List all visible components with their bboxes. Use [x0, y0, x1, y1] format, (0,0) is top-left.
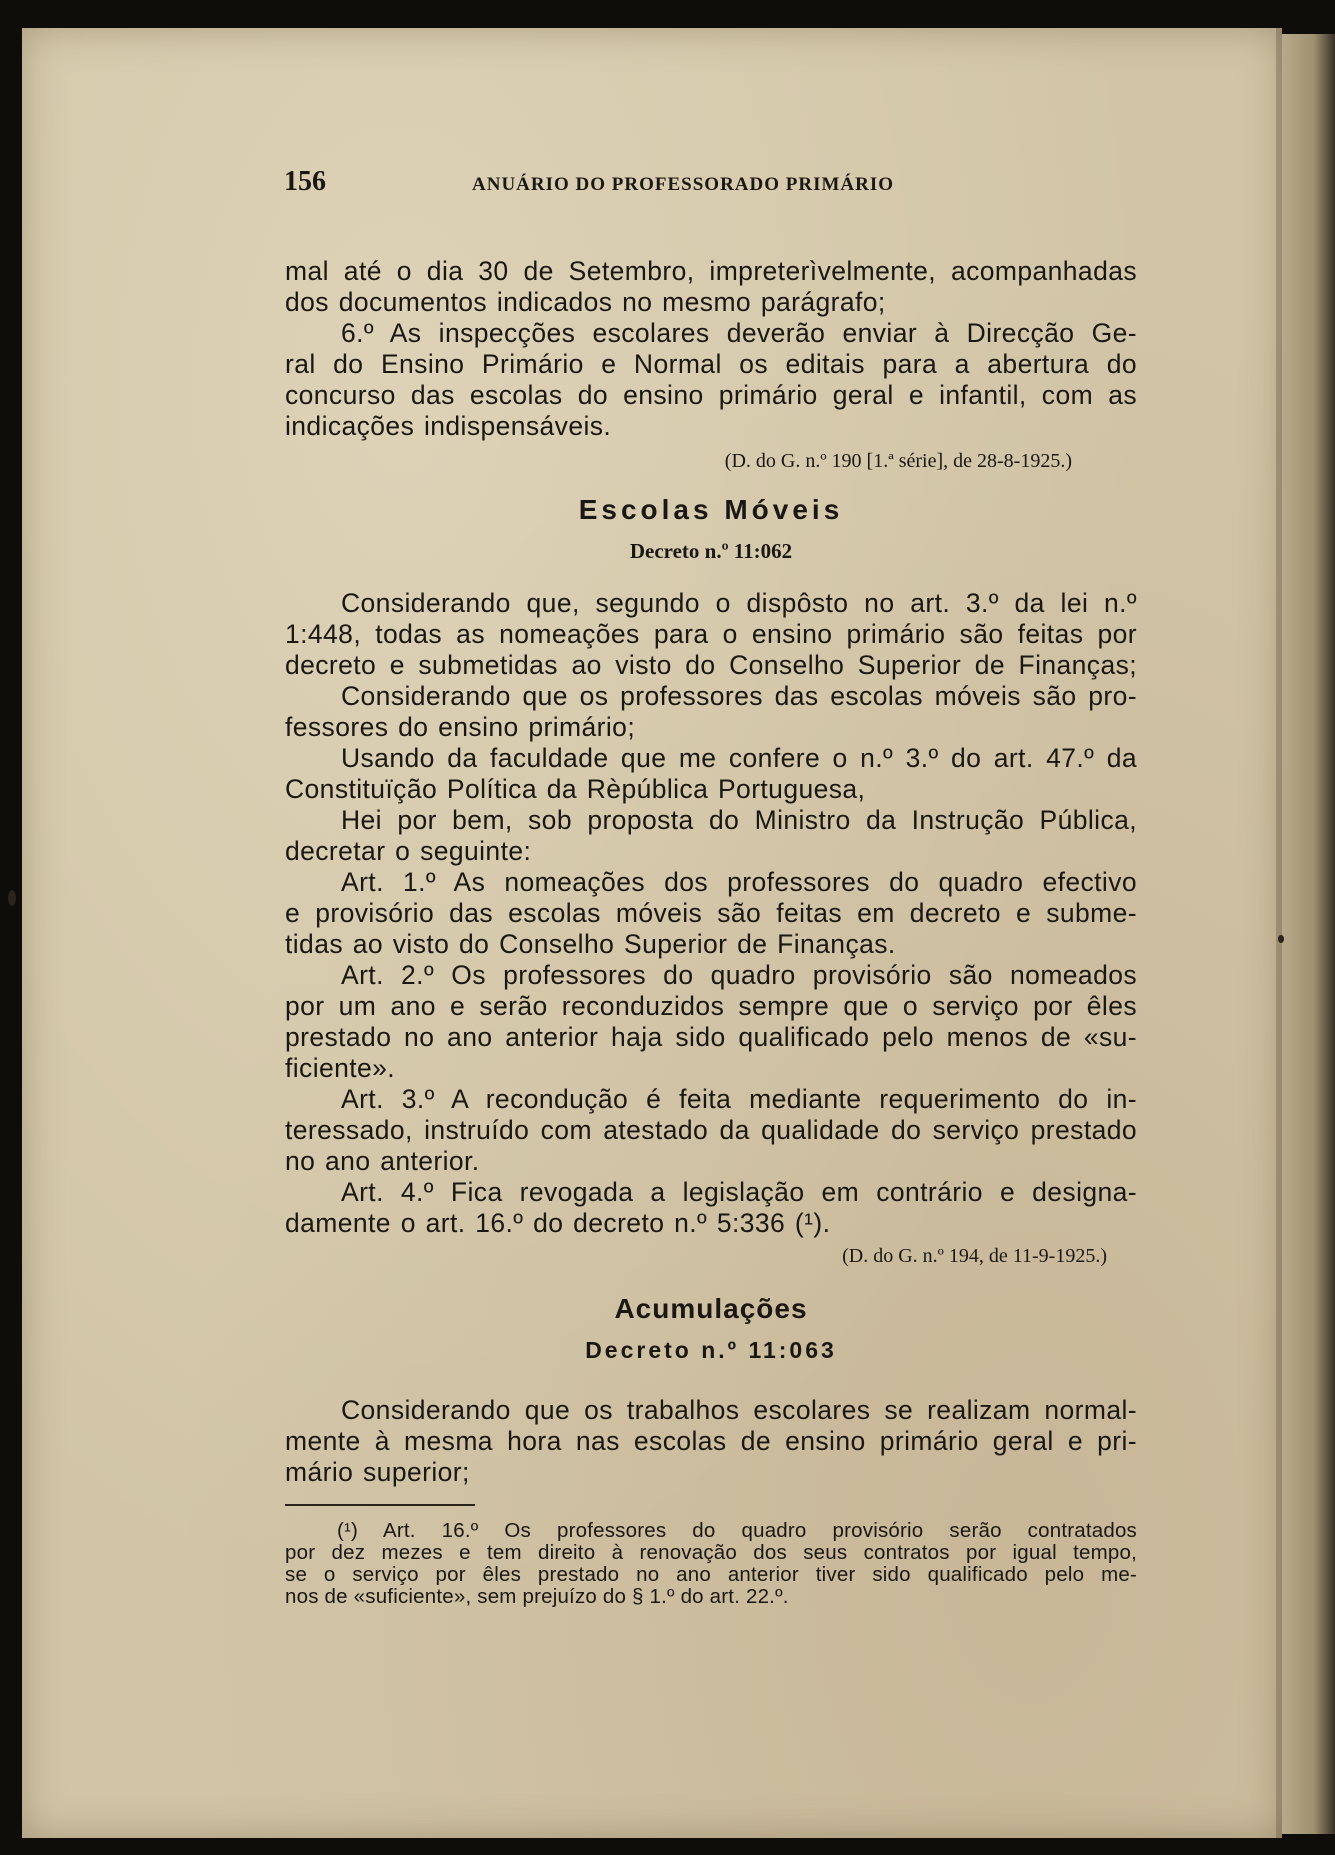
decree-number: Decreto n.º 11:063 [585, 1337, 837, 1363]
margin-mark [8, 890, 16, 906]
text-line: decreto e submetidas ao visto do Conselho Superior de Finanças; [285, 650, 1137, 680]
text-line: dos documentos indicados no mesmo parágrafo; [285, 287, 886, 317]
text-line: Considerando que os trabalhos escolares se realizam normal- [341, 1395, 1137, 1425]
text-line: Usando da faculdade que me confere o n.º 3.º do art. 47.º da [341, 743, 1137, 773]
section-title-acumulacoes: Acumulações [614, 1293, 808, 1324]
decree-body [285, 1395, 1137, 1488]
next-page-edge [1282, 34, 1335, 1834]
footnote-line: se o serviço por êles prestado no ano anterior tiver sido qualificado pelo me- [285, 1563, 1137, 1586]
text-line: 1:448, todas as nomeações para o ensino primário são feitas por [285, 619, 1137, 649]
text-line: teressado, instruído com atestado da qualidade do serviço prestado [285, 1115, 1137, 1145]
section-title-escolas-moveis: Escolas Móveis [578, 494, 844, 525]
text-line: ral do Ensino Primário e Normal os editais para a abertura do [285, 349, 1137, 379]
text-line: decretar o seguinte: [285, 836, 532, 866]
text-line: e provisório das escolas móveis são feitas em decreto e subme- [285, 898, 1137, 928]
text-line: Art. 2.º Os professores do quadro provisório são nomeados [341, 960, 1137, 990]
page-number: 156 [284, 166, 326, 197]
running-head: ANUÁRIO DO PROFESSORADO PRIMÁRIO [472, 174, 895, 195]
text-line: no ano anterior. [285, 1146, 480, 1176]
text-line: Art. 4.º Fica revogada a legislação em contrário e designa- [341, 1177, 1137, 1207]
text-line: por um ano e serão reconduzidos sempre que o serviço por êles [285, 991, 1137, 1021]
footnote-rule [285, 1504, 475, 1506]
page-body [285, 256, 1137, 1608]
decree-body [285, 588, 1137, 1239]
text-line: Considerando que, segundo o dispôsto no art. 3.º da lei n.º [341, 588, 1137, 618]
margin-mark [1278, 935, 1284, 943]
text-line: Considerando que os professores das escolas móveis são pro- [341, 681, 1137, 711]
text-line: damente o art. 16.º do decreto n.º 5:336 (¹). [285, 1208, 831, 1238]
text-line: mente à mesma hora nas escolas de ensino primário geral e pri- [285, 1426, 1137, 1456]
text-line: Hei por bem, sob proposta do Ministro da Instrução Pública, [341, 805, 1137, 835]
text-line: 6.º As inspecções escolares deverão enviar à Direcção Ge- [341, 318, 1137, 348]
text-line: fessores do ensino primário; [285, 712, 636, 742]
text-line: concurso das escolas do ensino primário geral e infantil, com as [285, 380, 1137, 410]
text-line: mário superior; [285, 1457, 470, 1487]
footnote-line: nos de «suficiente», sem prejuízo do § 1.º do art. 22.º. [285, 1585, 789, 1608]
source-citation: (D. do G. n.º 194, de 11-9-1925.) [842, 1245, 1107, 1267]
text-line: Constituïção Política da Rèpública Portuguesa, [285, 774, 866, 804]
text-line: tidas ao visto do Conselho Superior de Finanças. [285, 929, 896, 959]
text-line: prestado no ano anterior haja sido qualificado pelo menos de «su- [285, 1022, 1137, 1052]
footnote-line: por dez mezes e tem direito à renovação dos seus contratos por igual tempo, [285, 1541, 1137, 1564]
decree-number: Decreto n.º 11:062 [629, 539, 793, 563]
page-header [284, 166, 1144, 206]
text-line: mal até o dia 30 de Setembro, impreterìvelmente, acompanhadas [285, 256, 1137, 286]
footnote [285, 1520, 1137, 1608]
text-line: indicações indispensáveis. [285, 411, 612, 441]
footnote-line: (¹) Art. 16.º Os professores do quadro provisório serão contratados [337, 1519, 1137, 1542]
source-citation: (D. do G. n.º 190 [1.ª série], de 28-8-1925.) [724, 450, 1072, 472]
intro-paragraph [285, 256, 1137, 442]
text-line: Art. 1.º As nomeações dos professores do quadro efectivo [341, 867, 1137, 897]
text-line: ficiente». [285, 1053, 396, 1083]
text-line: Art. 3.º A recondução é feita mediante requerimento do in- [341, 1084, 1137, 1114]
